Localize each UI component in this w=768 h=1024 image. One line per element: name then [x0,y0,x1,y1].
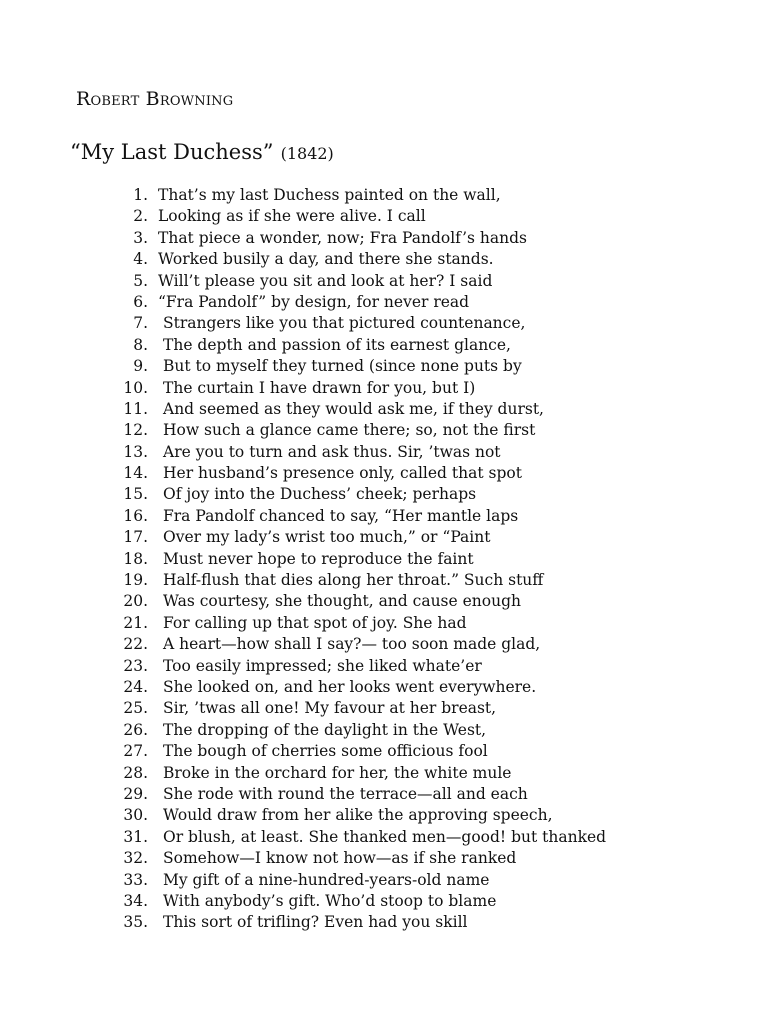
line-number: 30. [123,806,148,825]
line-text: She rode with round the terrace—all and each [163,784,528,803]
line-number: 12. [123,421,148,440]
line-number: 25. [123,699,148,718]
poem-line [112,591,606,612]
line-text: Worked busily a day, and there she stands. [158,250,494,269]
poem-line [112,206,606,227]
line-number: 29. [123,784,148,803]
poem-line [112,741,606,762]
line-text: Fra Pandolf chanced to say, “Her mantle laps [163,506,519,525]
line-text: The curtain I have drawn for you, but I) [163,378,476,397]
poem-line [112,656,606,677]
line-number: 6. [133,292,148,311]
line-number: 27. [123,742,148,761]
line-number: 24. [123,677,148,696]
line-number: 21. [123,613,148,632]
line-number: 2. [133,207,148,226]
line-text: The bough of cherries some officious fool [163,742,488,761]
line-text: Over my lady’s wrist too much,” or “Paint [163,528,491,547]
poem-line [112,570,606,591]
line-number: 26. [123,720,148,739]
line-number: 32. [123,849,148,868]
author-heading: Robert Browning [76,88,234,110]
line-text: Of joy into the Duchess’ cheek; perhaps [163,485,477,504]
line-number: 8. [133,335,148,354]
line-number: 3. [133,228,148,247]
line-number: 4. [133,250,148,269]
line-text: “Fra Pandolf” by design, for never read [158,292,470,311]
line-number: 16. [123,506,148,525]
poem-line [112,677,606,698]
line-number: 10. [123,378,148,397]
poem-line [112,271,606,292]
poem-line [112,763,606,784]
line-number: 23. [123,656,148,675]
line-number: 14. [123,464,148,483]
poem-title-line [70,140,334,164]
line-text: Or blush, at least. She thanked men—good! but thanked [163,827,607,846]
line-text: Will’t please you sit and look at her? I said [158,271,493,290]
line-text: That piece a wonder, now; Fra Pandolf’s hands [158,228,527,247]
line-number: 19. [123,571,148,590]
poem-title: “My Last Duchess” [70,140,274,164]
line-text: Strangers like you that pictured countenance, [163,314,526,333]
poem-line [112,720,606,741]
line-text: The dropping of the daylight in the West, [163,720,487,739]
line-text: And seemed as they would ask me, if they durst, [163,399,544,418]
line-text: Broke in the orchard for her, the white mule [163,763,512,782]
poem-line [112,827,606,848]
line-number: 5. [133,271,148,290]
poem-line [112,463,606,484]
poem-line [112,891,606,912]
line-number: 13. [123,442,148,461]
line-number: 18. [123,549,148,568]
poem-line [112,848,606,869]
poem-line [112,378,606,399]
poem-line [112,185,606,206]
line-text: A heart—how shall I say?— too soon made glad, [163,635,541,654]
poem-line [112,805,606,826]
line-text: Her husband’s presence only, called that spot [163,464,522,483]
line-text: My gift of a nine-hundred-years-old name [163,870,490,889]
poem-line [112,249,606,270]
line-number: 35. [123,913,148,932]
line-number: 17. [123,528,148,547]
line-number: 31. [123,827,148,846]
poem-line [112,335,606,356]
line-text: This sort of trifling? Even had you skill [163,913,468,932]
line-text: How such a glance came there; so, not the first [163,421,536,440]
line-number: 22. [123,635,148,654]
poem-line [112,613,606,634]
poem-line [112,484,606,505]
poem-line [112,634,606,655]
line-text: Too easily impressed; she liked whate’er [163,656,482,675]
line-text: Half-flush that dies along her throat.” Such stuff [163,571,544,590]
line-number: 20. [123,592,148,611]
line-text: With anybody’s gift. Who’d stoop to blame [163,891,497,910]
line-number: 11. [123,399,148,418]
poem-line [112,292,606,313]
line-text: She looked on, and her looks went everywhere. [163,677,537,696]
poem-line [112,870,606,891]
line-number: 7. [133,314,148,333]
line-text: Looking as if she were alive. I call [158,207,426,226]
line-number: 34. [123,891,148,910]
line-text: Must never hope to reproduce the faint [163,549,474,568]
line-number: 15. [123,485,148,504]
poem-line [112,506,606,527]
poem-line [112,784,606,805]
line-number: 33. [123,870,148,889]
line-text: Are you to turn and ask thus. Sir, ’twas not [163,442,501,461]
line-text: Would draw from her alike the approving speech, [163,806,553,825]
poem-line [112,420,606,441]
poem-line [112,442,606,463]
line-text: The depth and passion of its earnest glance, [163,335,511,354]
line-text: Somehow—I know not how—as if she ranked [163,849,517,868]
line-text: That’s my last Duchess painted on the wall, [158,186,501,204]
line-text: Sir, ’twas all one! My favour at her breast, [163,699,497,718]
line-text: For calling up that spot of joy. She had [163,613,467,632]
line-number: 28. [123,763,148,782]
poem-year: (1842) [280,144,334,163]
line-text: But to myself they turned (since none puts by [163,357,522,376]
poem-line [112,549,606,570]
poem-line [112,698,606,719]
poem-line [112,228,606,249]
poem-line [112,356,606,377]
poem-line [112,527,606,548]
line-text: Was courtesy, she thought, and cause enough [163,592,521,611]
poem-lines [112,185,606,934]
poem-line [112,313,606,334]
line-number: 9. [133,357,148,376]
line-number: 1. [133,186,148,204]
poem-line [112,912,606,933]
poem-line [112,399,606,420]
